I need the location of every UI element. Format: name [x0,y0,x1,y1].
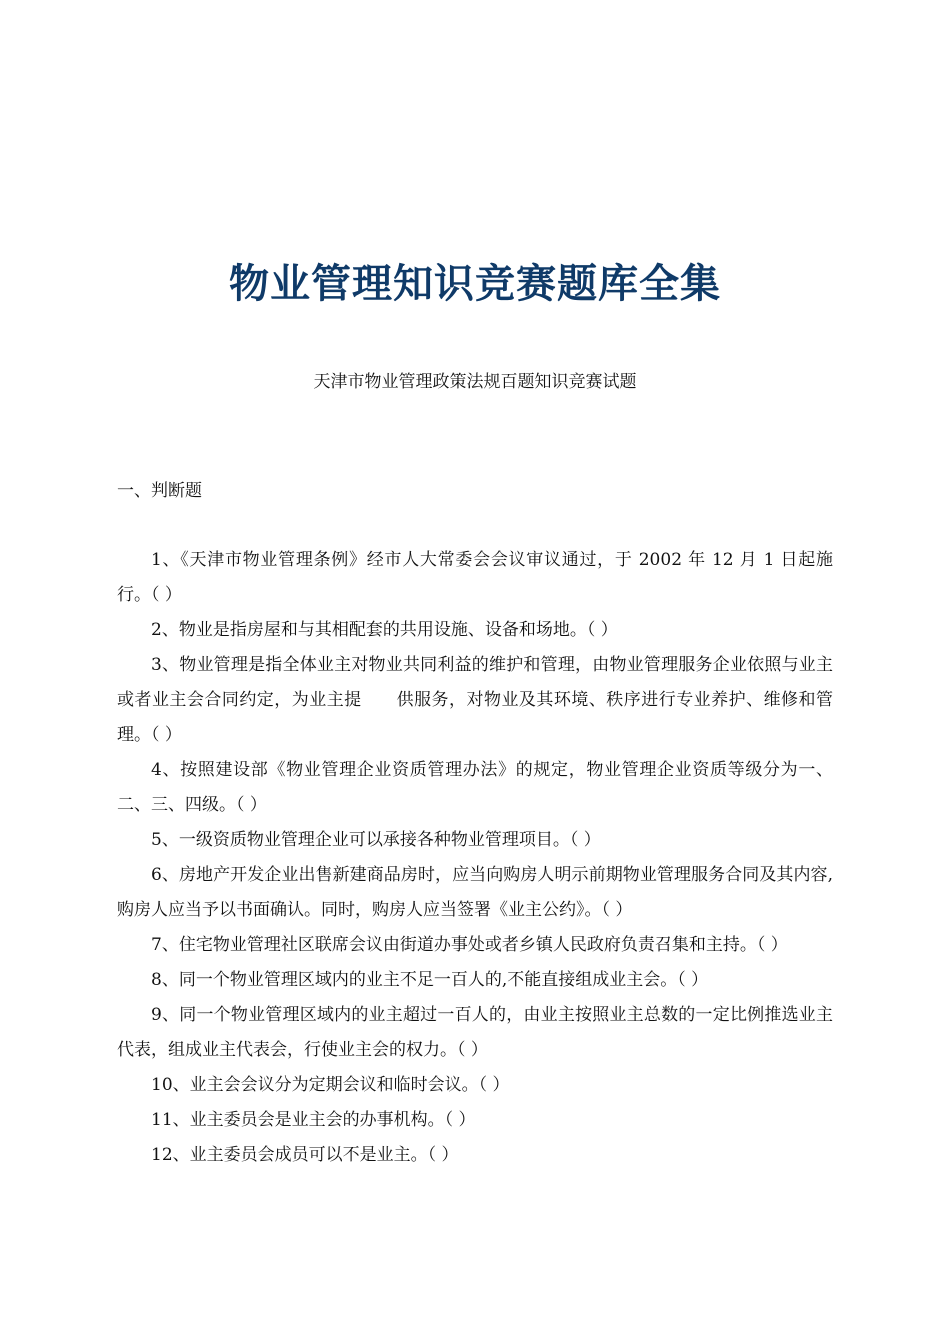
question-item: 12、业主委员会成员可以不是业主。（ ） [151,1145,459,1165]
section-heading: 一、判断题 [117,481,202,501]
question-item: 10、业主会会议分为定期会议和临时会议。（ ） [151,1075,510,1095]
document-subtitle: 天津市物业管理政策法规百题知识竞赛试题 [313,372,637,392]
question-item: 7、住宅物业管理社区联席会议由街道办事处或者乡镇人民政府负责召集和主持。（ ） [151,935,788,955]
question-item: 5、一级资质物业管理企业可以承接各种物业管理项目。（ ） [151,830,601,850]
question-item: 11、业主委员会是业主会的办事机构。（ ） [151,1110,476,1130]
question-item: 4、按照建设部《物业管理企业资质管理办法》的规定，物业管理企业资质等级分为一、二、三、四级。（ ） [117,760,833,815]
document-title: 物业管理知识竞赛题库全集 [229,261,721,307]
question-item: 6、房地产开发企业出售新建商品房时，应当向购房人明示前期物业管理服务合同及其内容,购房人应当予以书面确认。同时，购房人应当签署《业主公约》。（ ） [117,865,833,920]
question-list [117,543,833,1173]
question-item: 9、同一个物业管理区域内的业主超过一百人的，由业主按照业主总数的一定比例推选业主代表，组成业主代表会，行使业主会的权力。（ ） [117,1005,833,1060]
question-item: 8、同一个物业管理区域内的业主不足一百人的,不能直接组成业主会。（ ） [151,970,709,990]
question-item: 2、物业是指房屋和与其相配套的共用设施、设备和场地。（ ） [151,620,618,640]
question-item: 1、《天津市物业管理条例》经市人大常委会会议审议通过，于 2002 年 12 月 1 日起施行。（ ） [117,550,833,605]
question-item: 3、物业管理是指全体业主对物业共同利益的维护和管理，由物业管理服务企业依照与业主或者业主会合同约定，为业主提 供服务，对物业及其环境、秩序进行专业养护、维修和管理。（ ） [117,655,833,745]
